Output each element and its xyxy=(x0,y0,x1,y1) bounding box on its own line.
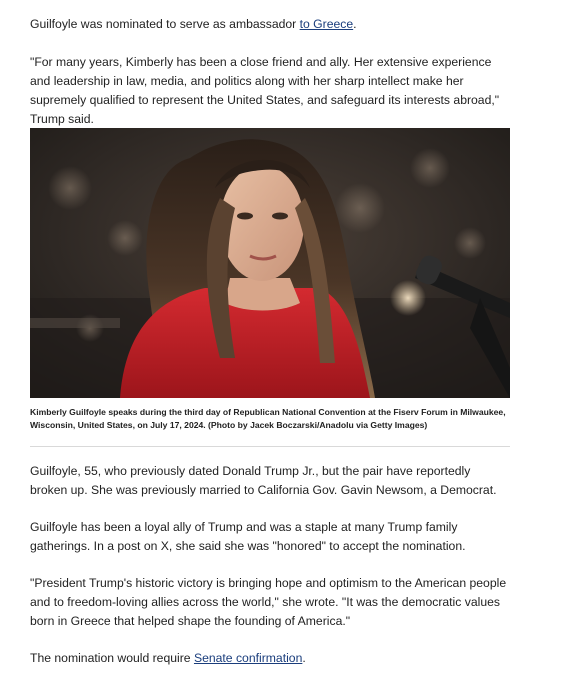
photo-caption: Kimberly Guilfoyle speaks during the third day of Republican National Convention at the Fiserv Forum in Milwaukee, Wisconsin, United States, on July 17, 2024. (Photo by Jacek Boczarski/Anadolu via Getty Images) xyxy=(30,407,506,430)
paragraph-period: . xyxy=(353,17,357,31)
paragraph-guilfoyle-quote: "President Trump's historic victory is bringing hope and optimism to the American people and to freedom-loving allies across the world," she wrote. "It was the democratic values born in Greece that helped shape the founding of America." xyxy=(30,576,507,628)
paragraph-background: Guilfoyle, 55, who previously dated Donald Trump Jr., but the pair have reportedly broken up. She was previously married to California Gov. Gavin Newsom, a Democrat. xyxy=(30,464,497,497)
article-photo xyxy=(30,128,510,398)
paragraph-loyal-ally: Guilfoyle has been a loyal ally of Trump and was a staple at many Trump family gatherings. In a post on X, she said she was "honored" to accept the nomination. xyxy=(30,520,466,553)
paragraph-text: The nomination would require xyxy=(30,651,194,665)
paragraph-trump-quote: "For many years, Kimberly has been a close friend and ally. Her extensive experience and leadership in law, media, and politics along with her sharp intellect make her supremely qualified to represent the United States, and safeguard its interests abroad," Trump said. xyxy=(30,55,500,126)
paragraph-nomination xyxy=(30,15,510,34)
link-senate-confirmation[interactable]: Senate confirmation xyxy=(193,651,303,665)
paragraph-text: Guilfoyle was nominated to serve as ambassador xyxy=(30,17,300,31)
photo-illustration xyxy=(30,128,510,398)
paragraph-confirmation xyxy=(30,649,510,668)
divider xyxy=(30,446,510,447)
link-to-greece[interactable]: to Greece xyxy=(299,17,354,31)
paragraph-period: . xyxy=(302,651,306,665)
